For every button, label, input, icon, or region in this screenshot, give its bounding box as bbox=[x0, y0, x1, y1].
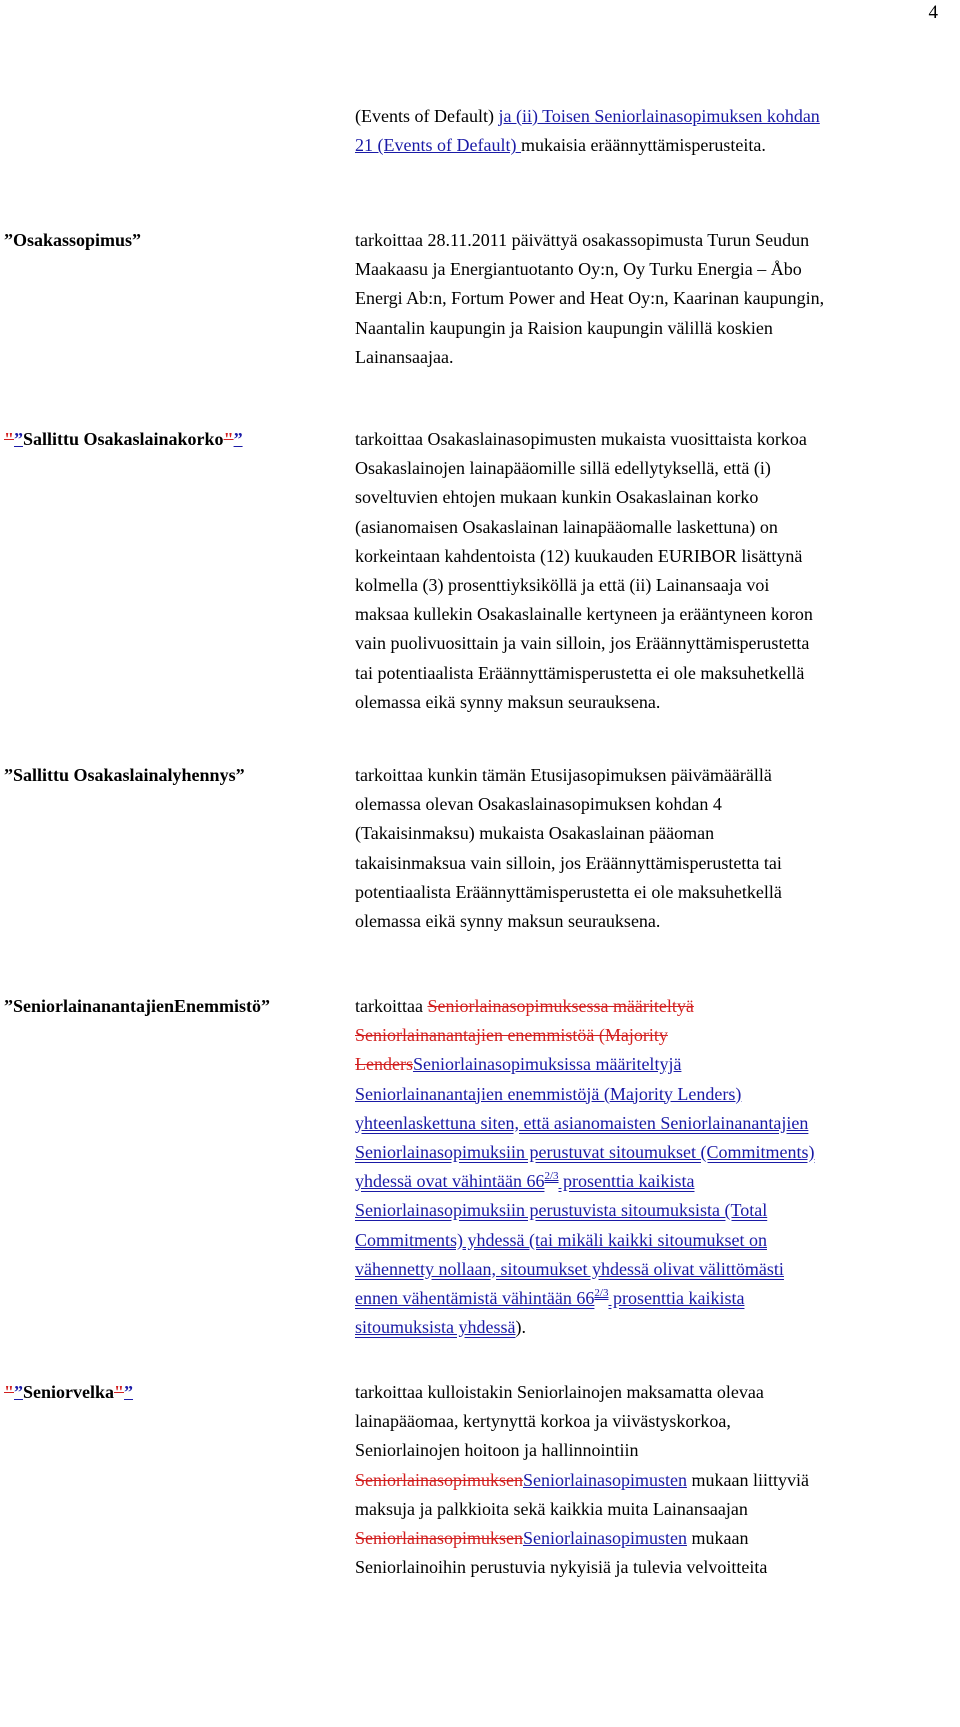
text-run: takaisinmaksua vain silloin, jos Eräännyttämisperustetta tai bbox=[355, 852, 782, 873]
text-line bbox=[355, 343, 955, 372]
text-line bbox=[355, 790, 955, 819]
text-run: Naantalin kaupungin ja Raision kaupungin välillä koskien bbox=[355, 317, 773, 338]
text-run: potentiaalista Eräännyttämisperustetta ei ole maksuhetkellä bbox=[355, 881, 782, 902]
text-run: ). bbox=[515, 1317, 526, 1338]
definition-text-seniorlainanantajien-enemmisto bbox=[355, 992, 955, 1342]
text-run: Seniorlainoihin perustuvia nykyisiä ja tulevia velvoitteita bbox=[355, 1557, 768, 1578]
text-line bbox=[355, 483, 955, 512]
text-run: maksuja ja palkkioita sekä kaikkia muita Lainansaajan bbox=[355, 1498, 748, 1519]
text-line bbox=[355, 1226, 955, 1255]
text-run: ”Sallittu Osakaslainalyhennys” bbox=[4, 765, 245, 785]
text-run: soveltuvien ehtojen mukaan kunkin Osakaslainan korko bbox=[355, 487, 759, 508]
text-line bbox=[355, 571, 955, 600]
term-sallittu-osakaslainakorko bbox=[4, 425, 324, 454]
text-line bbox=[4, 1382, 133, 1402]
text-line bbox=[355, 1553, 955, 1582]
inserted-text: yhdessä ovat vähintään 66 bbox=[355, 1171, 545, 1192]
text-run: tarkoittaa kunkin tämän Etusijasopimuksen päivämäärällä bbox=[355, 765, 772, 785]
inserted-text: ja (ii) Toisen Seniorlainasopimuksen kohdan bbox=[498, 106, 820, 126]
text-line bbox=[355, 513, 955, 542]
text-run: tarkoittaa kulloistakin Seniorlainojen maksamatta olevaa bbox=[355, 1382, 764, 1402]
text-line bbox=[355, 1196, 955, 1225]
inserted-text: ” bbox=[233, 429, 243, 449]
deleted-text: " bbox=[114, 1382, 125, 1402]
text-line bbox=[355, 1407, 955, 1436]
page-number: 4 bbox=[928, 2, 938, 23]
inserted-text: ” bbox=[14, 429, 23, 449]
text-line bbox=[355, 1138, 955, 1167]
term-seniorvelka bbox=[4, 1378, 324, 1407]
text-line bbox=[355, 761, 955, 790]
text-run: ”Osakassopimus” bbox=[4, 230, 142, 250]
text-line bbox=[355, 1436, 955, 1465]
text-line bbox=[355, 600, 955, 629]
definition-text-seniorvelka bbox=[355, 1378, 955, 1582]
deleted-text: Seniorlainasopimuksessa määriteltyä bbox=[427, 996, 694, 1016]
text-line bbox=[355, 992, 955, 1021]
text-line bbox=[355, 659, 955, 688]
text-line bbox=[355, 1495, 955, 1524]
text-line bbox=[355, 542, 955, 571]
intro-text bbox=[355, 102, 955, 160]
text-run: Maakaasu ja Energiantuotanto Oy:n, Oy Turku Energia – Åbo bbox=[355, 259, 802, 280]
text-run: korkeintaan kahdentoista (12) kuukauden EURIBOR lisättynä bbox=[355, 545, 803, 566]
text-run: maksaa kullekin Osakaslainalle kertyneen ja erääntyneen koron bbox=[355, 604, 813, 625]
text-line bbox=[355, 1378, 955, 1407]
text-run: tarkoittaa Osakaslainasopimusten mukaista vuosittaista korkoa bbox=[355, 429, 807, 449]
text-run: olemassa eikä synny maksun seurauksena. bbox=[355, 691, 661, 712]
definition-text-sallittu-osakaslainakorko bbox=[355, 425, 955, 717]
text-run: Seniorvelka bbox=[23, 1382, 115, 1402]
inserted-text: 21 (Events of Default) bbox=[355, 135, 521, 156]
text-line bbox=[4, 765, 245, 785]
text-run: mukaan bbox=[686, 1528, 749, 1549]
text-line bbox=[355, 1466, 955, 1495]
text-line bbox=[4, 429, 243, 449]
text-line bbox=[4, 996, 174, 1016]
text-line bbox=[355, 284, 955, 313]
deleted-text: " bbox=[223, 429, 234, 449]
inserted-text: Commitments) yhdessä (tai mikäli kaikki sitoumukset on bbox=[355, 1229, 767, 1250]
text-line bbox=[355, 907, 955, 936]
text-line bbox=[355, 1284, 955, 1313]
text-run: tai potentiaalista Eräännyttämisperustetta ei ole maksuhetkellä bbox=[355, 662, 805, 683]
deleted-text: Seniorlainanantajien enemmistöä (Majority bbox=[355, 1025, 668, 1046]
superscript-text: 2/3 bbox=[594, 1287, 609, 1300]
text-run: tarkoittaa bbox=[355, 996, 428, 1016]
text-line bbox=[355, 629, 955, 658]
inserted-text: ” bbox=[14, 1382, 23, 1402]
deleted-text: Seniorlainasopimuksen bbox=[355, 1469, 523, 1490]
text-line bbox=[355, 425, 955, 454]
text-run: lainapääomaa, kertynyttä korkoa ja viivästyskorkoa, bbox=[355, 1411, 731, 1432]
inserted-text: Seniorlainasopimusten bbox=[522, 1469, 687, 1490]
text-line bbox=[355, 226, 955, 255]
text-run: mukaan liittyviä bbox=[686, 1469, 809, 1490]
text-line bbox=[355, 1255, 955, 1284]
text-line bbox=[355, 131, 955, 160]
text-line bbox=[355, 1524, 955, 1553]
text-run: (Takaisinmaksu) mukaista Osakaslainan pääoman bbox=[355, 823, 715, 844]
text-line bbox=[355, 1313, 955, 1342]
inserted-text: Seniorlainasopimuksissa määriteltyjä bbox=[412, 1054, 682, 1075]
deleted-text: Seniorlainasopimuksen bbox=[355, 1528, 523, 1549]
text-run: Osakaslainojen lainapääomille sillä edellytyksellä, että (i) bbox=[355, 458, 771, 479]
text-line bbox=[355, 454, 955, 483]
text-run: mukaisia eräännyttämisperusteita. bbox=[520, 135, 766, 156]
term-osakassopimus bbox=[4, 226, 324, 255]
text-run: vain puolivuosittain ja vain silloin, jos Eräännyttämisperustetta bbox=[355, 633, 810, 654]
text-run: kolmella (3) prosenttiyksiköllä ja että (ii) Lainansaaja voi bbox=[355, 575, 770, 596]
text-line bbox=[355, 849, 955, 878]
term-sallittu-osakaslainalyhennys bbox=[4, 761, 324, 790]
text-run: Energi Ab:n, Fortum Power and Heat Oy:n, Kaarinan kaupungin, bbox=[355, 288, 825, 309]
superscript-text: 2/3 bbox=[544, 1170, 559, 1183]
text-line bbox=[355, 102, 955, 131]
text-run: Sallittu Osakaslainakorko bbox=[23, 429, 224, 449]
inserted-text: Seniorlainasopimuksiin perustuvista sitoumuksista (Total bbox=[355, 1200, 768, 1221]
text-line bbox=[355, 1167, 955, 1196]
text-run: Enemmistö” bbox=[174, 996, 271, 1016]
deleted-text: " bbox=[4, 1382, 14, 1402]
text-run: tarkoittaa 28.11.2011 päivättyä osakassopimusta Turun Seudun bbox=[355, 230, 810, 250]
text-line bbox=[355, 1109, 955, 1138]
definition-text-osakassopimus bbox=[355, 226, 955, 372]
text-line bbox=[355, 314, 955, 343]
text-line bbox=[355, 1021, 955, 1050]
inserted-text: prosenttia kaikista bbox=[608, 1288, 745, 1309]
text-run: Seniorlainojen hoitoon ja hallinnointiin bbox=[355, 1440, 639, 1461]
deleted-text: " bbox=[4, 429, 14, 449]
deleted-text: Lenders bbox=[355, 1054, 413, 1075]
inserted-text: Seniorlainasopimusten bbox=[522, 1528, 687, 1549]
definition-text-sallittu-osakaslainalyhennys bbox=[355, 761, 955, 936]
inserted-text: Seniorlainanantajien enemmistöjä (Majority Lenders) bbox=[355, 1083, 742, 1104]
text-line bbox=[355, 878, 955, 907]
inserted-text: yhteenlaskettuna siten, että asianomaisten Seniorlainanantajien bbox=[355, 1112, 809, 1133]
text-run: Lainansaajaa. bbox=[355, 346, 454, 367]
text-line bbox=[355, 819, 955, 848]
text-run: olemassa olevan Osakaslainasopimuksen kohdan 4 bbox=[355, 794, 722, 815]
text-run: olemassa eikä synny maksun seurauksena. bbox=[355, 911, 661, 932]
inserted-text: sitoumuksista yhdessä bbox=[355, 1317, 516, 1338]
inserted-text: Seniorlainasopimuksiin perustuvat sitoumukset (Commitments) bbox=[355, 1142, 815, 1163]
text-run: ”Seniorlainanantajien bbox=[4, 996, 175, 1016]
inserted-text: prosenttia kaikista bbox=[558, 1171, 695, 1192]
text-line bbox=[4, 230, 141, 250]
text-run: (Events of Default) bbox=[355, 106, 499, 126]
inserted-text: ” bbox=[124, 1382, 134, 1402]
text-line bbox=[174, 996, 270, 1016]
inserted-text: ennen vähentämistä vähintään 66 bbox=[355, 1288, 595, 1309]
inserted-text: vähennetty nollaan, sitoumukset yhdessä olivat välittömästi bbox=[355, 1258, 784, 1279]
text-line bbox=[355, 255, 955, 284]
text-run: (asianomaisen Osakaslainan lainapääomalle laskettuna) on bbox=[355, 516, 778, 537]
text-line bbox=[355, 688, 955, 717]
term-seniorlainanantajien-enemmisto bbox=[4, 992, 324, 1021]
text-line bbox=[355, 1080, 955, 1109]
text-line bbox=[355, 1050, 955, 1079]
